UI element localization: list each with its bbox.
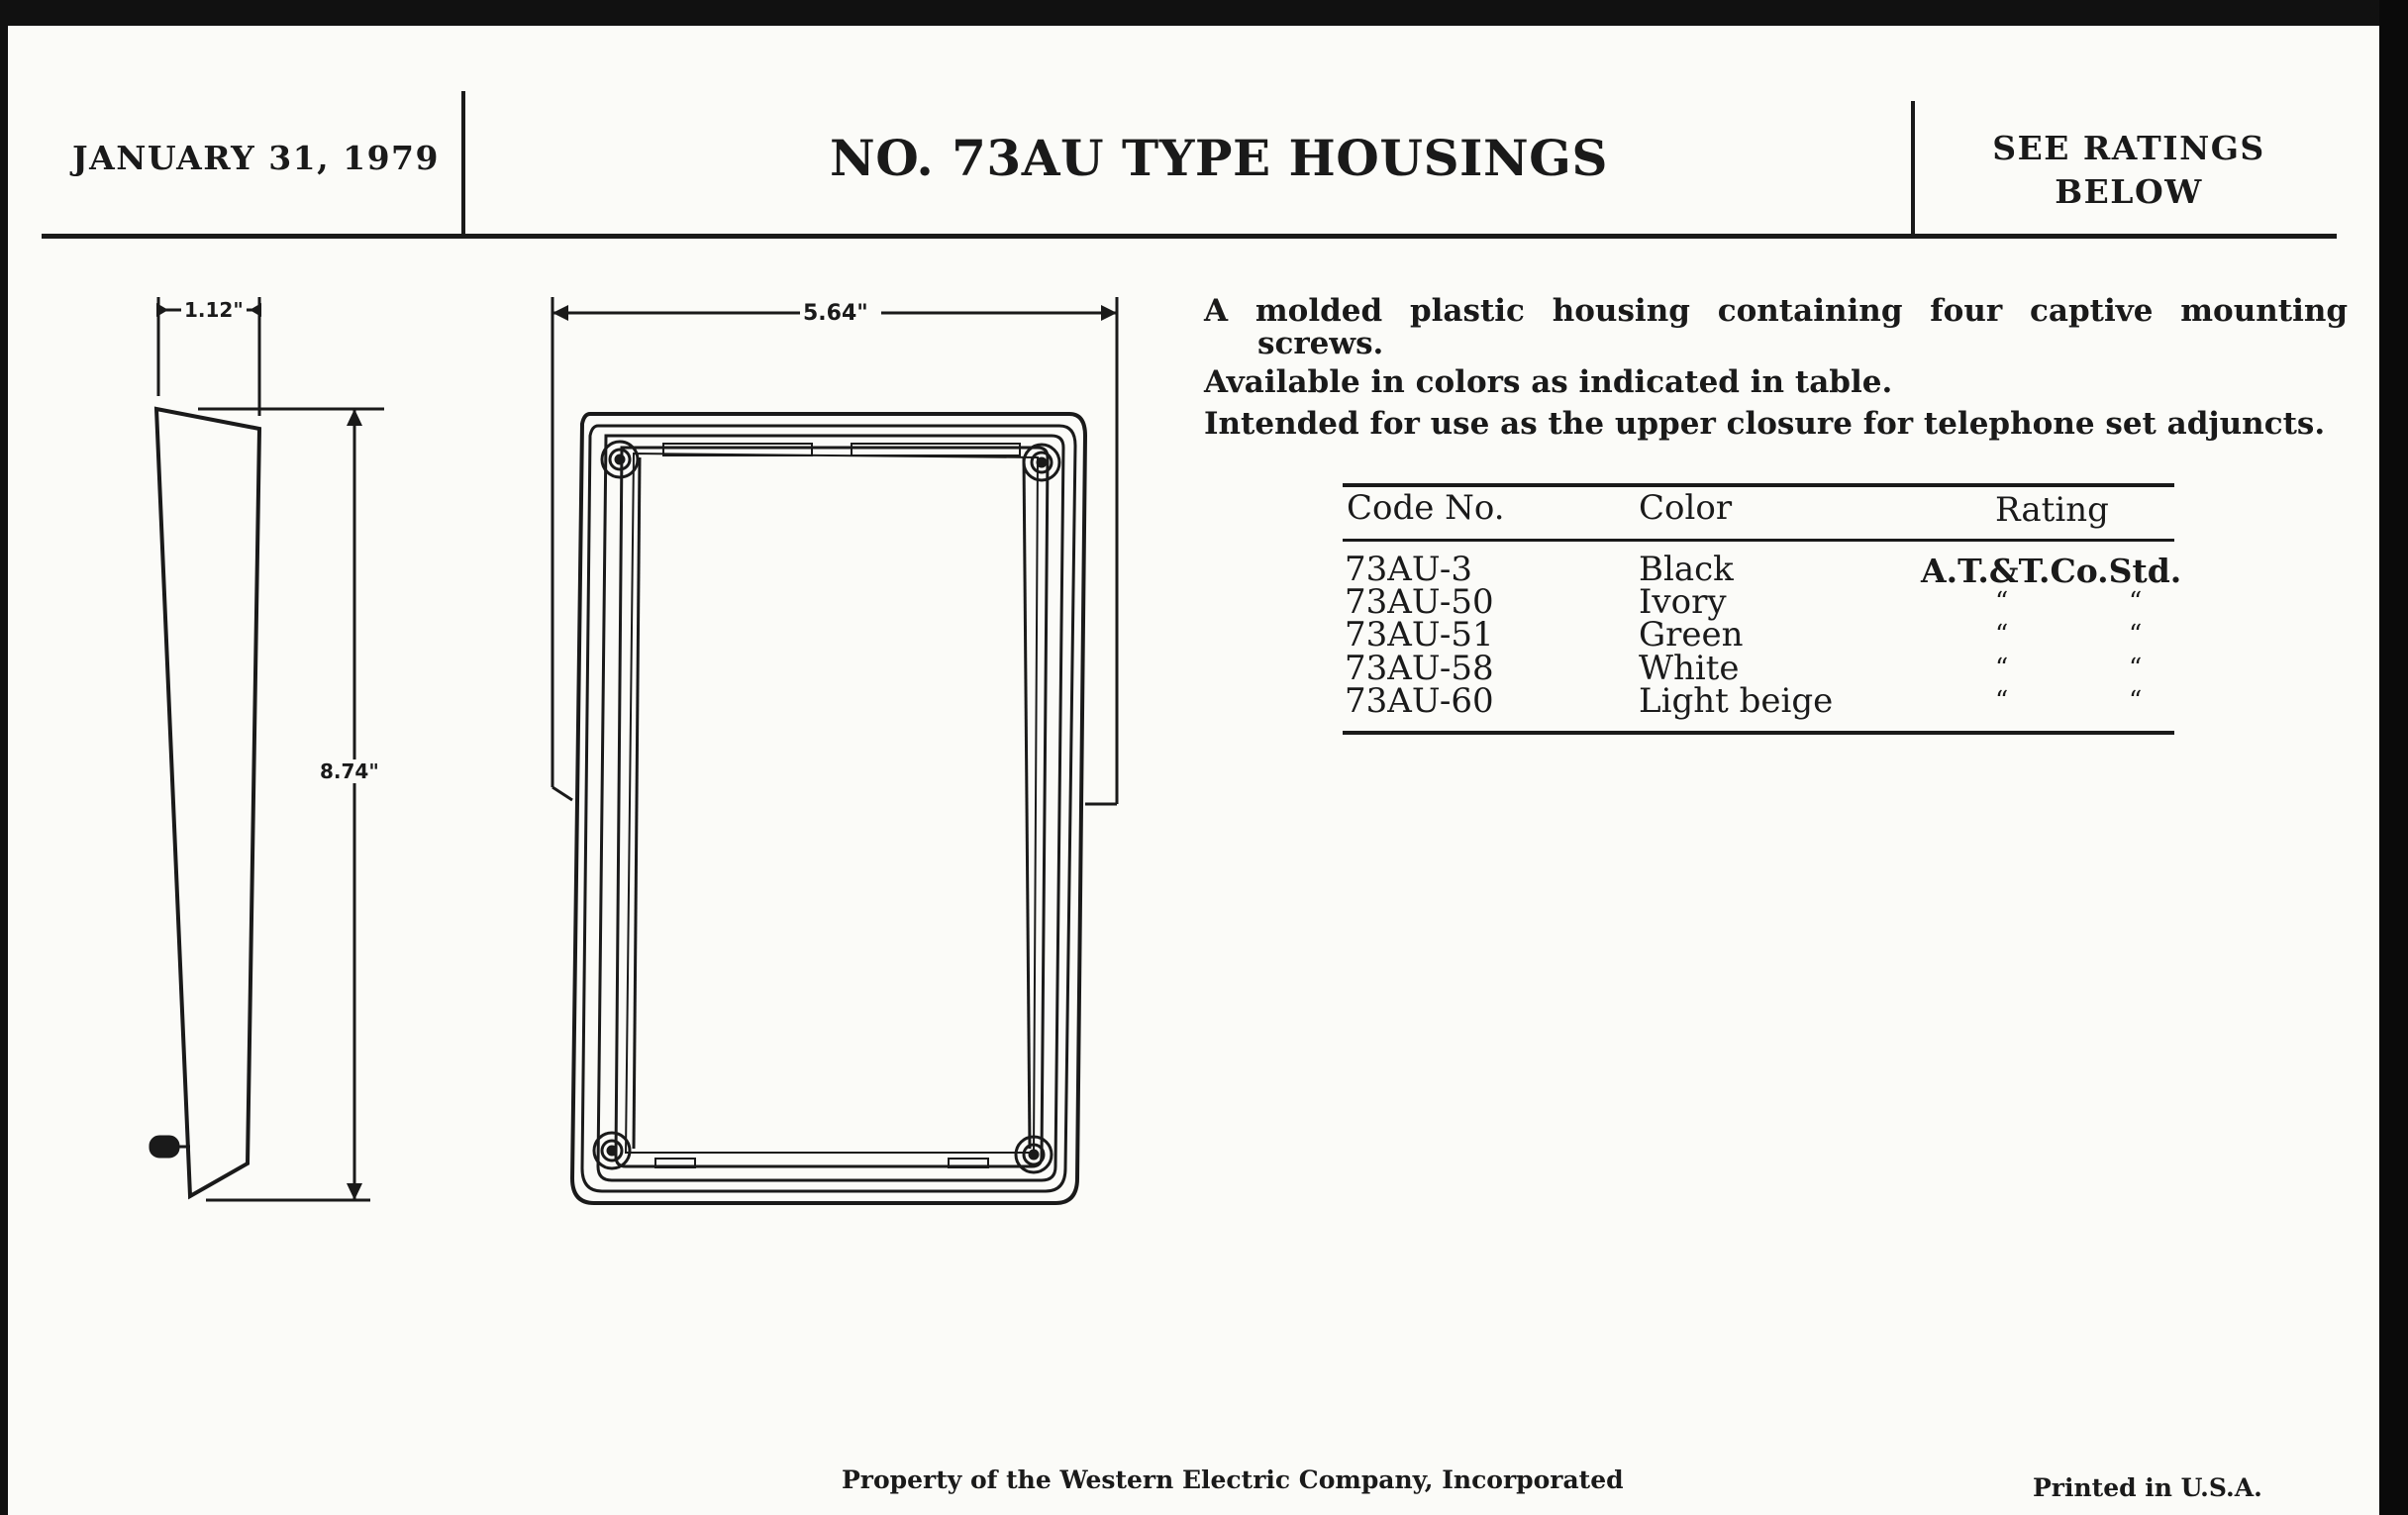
- code-cell: 73AU-51: [1345, 615, 1494, 655]
- description-line-1-cont: screws.: [1257, 326, 1384, 361]
- ditto-mark: “: [1995, 654, 2009, 683]
- ditto-mark: “: [2129, 686, 2143, 716]
- code-cell: 73AU-58: [1345, 649, 1494, 688]
- front-width-dimension: 5.64": [800, 301, 871, 326]
- table-top-rule: [1343, 483, 2174, 487]
- code-cell: 73AU-50: [1345, 582, 1494, 622]
- description-line-1: A molded plastic housing containing four captive mounting: [1204, 293, 2349, 329]
- header-code: Code No.: [1347, 488, 1505, 528]
- color-cell: Green: [1639, 615, 1744, 655]
- color-cell: Ivory: [1639, 582, 1727, 622]
- ditto-mark: “: [1995, 686, 2009, 716]
- ditto-mark: “: [2129, 654, 2143, 683]
- header-rating: Rating: [1995, 490, 2109, 530]
- property-notice: Property of the Western Electric Company, Incorporated: [842, 1465, 1624, 1494]
- description-line-2: Available in colors as indicated in table.: [1204, 364, 1893, 400]
- document-date: JANUARY 31, 1979: [72, 139, 440, 177]
- color-cell: White: [1639, 649, 1740, 688]
- code-cell: 73AU-60: [1345, 681, 1494, 721]
- side-view: [150, 297, 384, 1200]
- color-cell: Black: [1639, 550, 1734, 589]
- table-header-rule: [1343, 539, 2174, 542]
- color-cell: Light beige: [1639, 681, 1834, 721]
- code-cell: 73AU-3: [1345, 550, 1472, 589]
- ditto-mark: “: [1995, 587, 2009, 617]
- side-depth-dimension: 1.12": [181, 298, 247, 322]
- ratings-note-line2: BELOW: [2055, 172, 2203, 211]
- ditto-mark: “: [1995, 620, 2009, 650]
- ditto-mark: “: [2129, 620, 2143, 650]
- rating-cell: A.T.&T.Co.Std.: [1921, 552, 2182, 590]
- header-color: Color: [1639, 488, 1733, 528]
- page-title: NO. 73AU TYPE HOUSINGS: [830, 129, 1608, 187]
- description-line-3: Intended for use as the upper closure for telephone set adjuncts.: [1204, 406, 2326, 442]
- ditto-mark: “: [2129, 587, 2143, 617]
- table-bottom-rule: [1343, 731, 2174, 735]
- front-view: [552, 297, 1117, 1203]
- printed-notice: Printed in U.S.A.: [2033, 1473, 2262, 1502]
- side-height-dimension: 8.74": [317, 759, 382, 783]
- ratings-note-line1: SEE RATINGS: [1992, 129, 2265, 167]
